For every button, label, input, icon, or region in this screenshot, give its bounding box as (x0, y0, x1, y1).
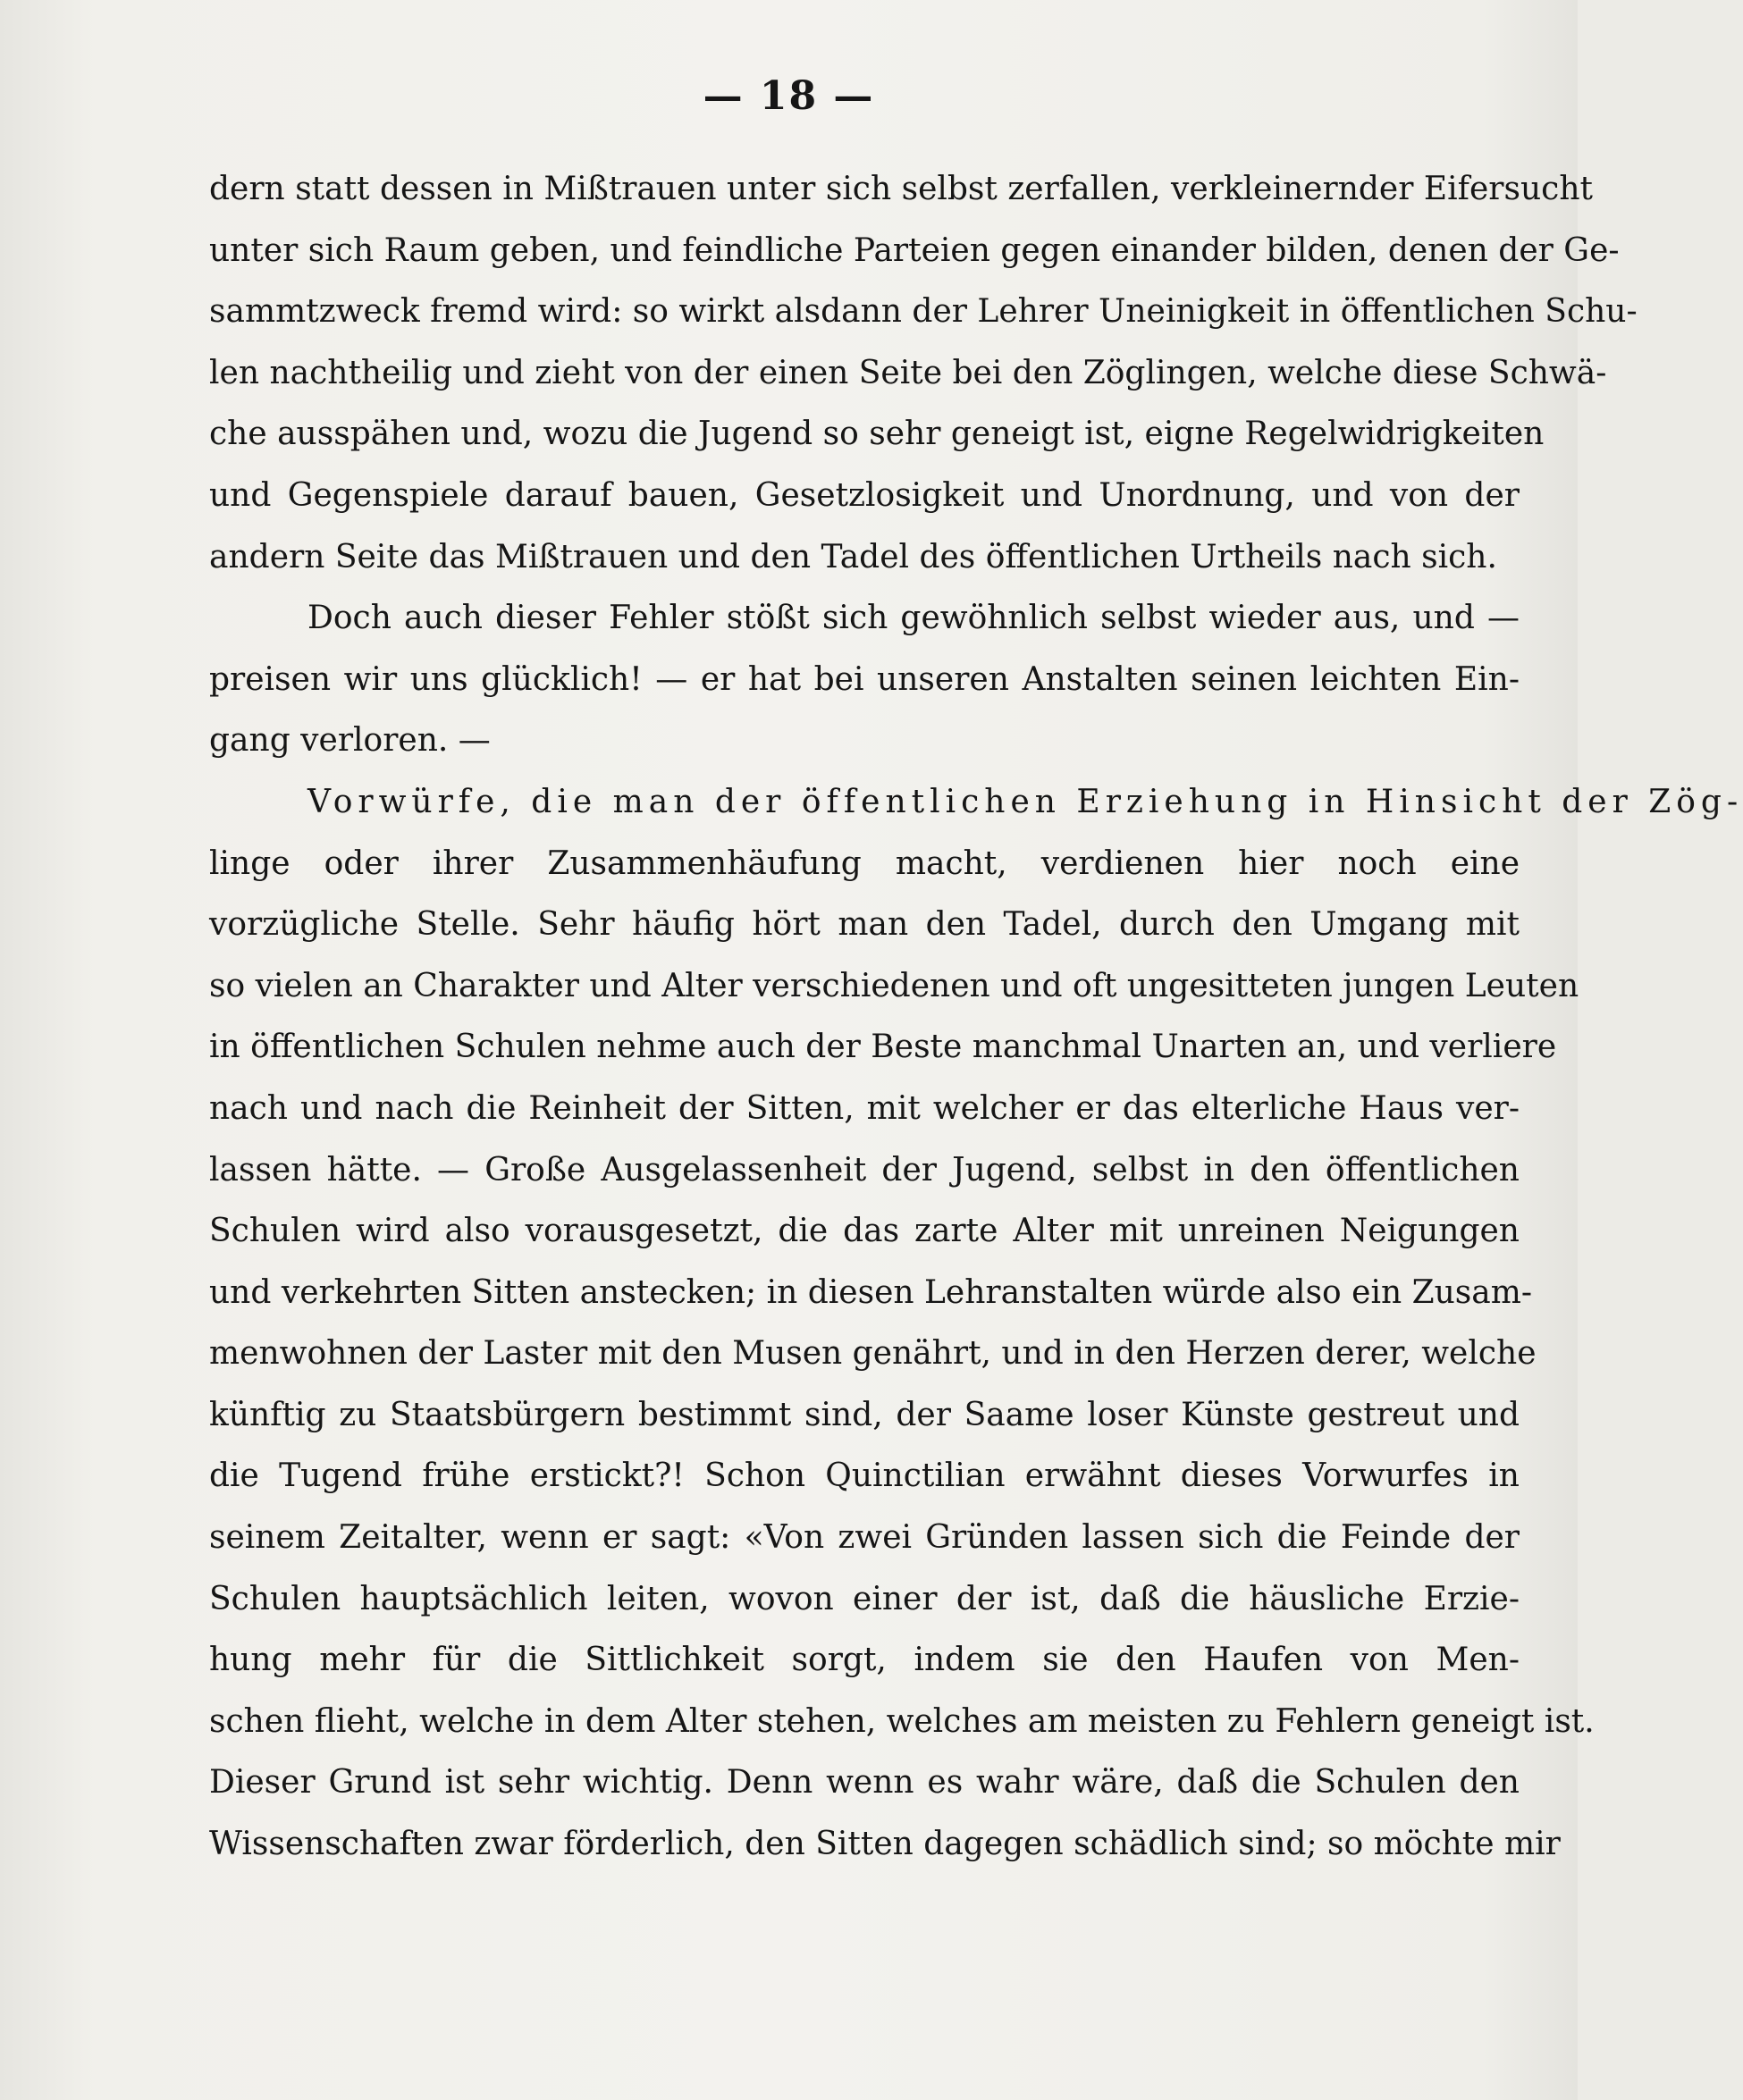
text-line: so vielen an Charakter und Alter verschiedenen und oft ungesitteten jungen Leuten (209, 967, 1579, 1004)
paragraph-start-line: Doch auch dieser Fehler stößt sich gewöhnlich selbst wieder aus, und — (307, 600, 1520, 637)
text-line: dern statt dessen in Mißtrauen unter sich selbst zerfallen, verkleinernder Eifersucht (209, 171, 1593, 207)
page-number: — 18 — (703, 73, 875, 119)
text-line: und Gegenspiele darauf bauen, Gesetzlosigkeit und Unordnung, und von der (209, 476, 1520, 514)
text-line: seinem Zeitalter, wenn er sagt: «Von zwei Gründen lassen sich die Feinde der (209, 1519, 1520, 1557)
text-line: sammtzweck fremd wird: so wirkt alsdann der Lehrer Uneinigkeit in öffentlichen Schu- (209, 293, 1638, 331)
page-body-text (209, 159, 1743, 1876)
paragraph-start-line: Vorwürfe, die man der öffentlichen Erziehung in Hinsicht der Zög- (307, 783, 1743, 820)
text-line: preisen wir uns glücklich! — er hat bei unseren Anstalten seinen leichten Ein- (209, 660, 1520, 698)
text-line: Dieser Grund ist sehr wichtig. Denn wenn es wahr wäre, daß die Schulen den (209, 1764, 1520, 1802)
text-line: künftig zu Staatsbürgern bestimmt sind, der Saame loser Künste gestreut und (209, 1396, 1520, 1433)
text-line: die Tugend frühe erstickt?! Schon Quinctilian erwähnt dieses Vorwurfes in (209, 1457, 1520, 1495)
text-line: nach und nach die Reinheit der Sitten, mit welcher er das elterliche Haus ver- (209, 1089, 1520, 1127)
text-line: und verkehrten Sitten anstecken; in diesen Lehranstalten würde also ein Zusam- (209, 1273, 1533, 1311)
text-line: schen flieht, welche in dem Alter stehen, welches am meisten zu Fehlern geneigt ist. (209, 1702, 1595, 1740)
text-line: andern Seite das Mißtrauen und den Tadel des öffentlichen Urtheils nach sich. (209, 538, 1497, 575)
text-line: menwohnen der Laster mit den Musen genährt, und in den Herzen derer, welche (209, 1335, 1537, 1373)
text-line: len nachtheilig und zieht von der einen Seite bei den Zöglingen, welche diese Schwä- (209, 354, 1607, 391)
text-line: hung mehr für die Sittlichkeit sorgt, indem sie den Haufen von Men- (209, 1642, 1520, 1679)
text-line: Schulen hauptsächlich leiten, wovon einer der ist, daß die häusliche Erzie- (209, 1580, 1520, 1617)
text-line: Schulen wird also vorausgesetzt, die das zarte Alter mit unreinen Neigungen (209, 1213, 1520, 1250)
text-line: in öffentlichen Schulen nehme auch der Beste manchmal Unarten an, und verliere (209, 1029, 1557, 1066)
text-line: vorzügliche Stelle. Sehr häufig hört man den Tadel, durch den Umgang mit (209, 906, 1520, 944)
text-line: unter sich Raum geben, und feindliche Parteien gegen einander bilden, denen der Ge- (209, 231, 1620, 269)
text-line: lassen hätte. — Große Ausgelassenheit der Jugend, selbst in den öffentlichen (209, 1151, 1520, 1189)
text-line: che ausspähen und, wozu die Jugend so sehr geneigt ist, eigne Regelwidrigkeiten (209, 416, 1545, 453)
text-line: linge oder ihrer Zusammenhäufung macht, verdienen hier noch eine (209, 844, 1520, 882)
text-line: gang verloren. — (209, 722, 491, 760)
text-line: Wissenschaften zwar förderlich, den Sitten dagegen schädlich sind; so möchte mir (209, 1826, 1561, 1863)
